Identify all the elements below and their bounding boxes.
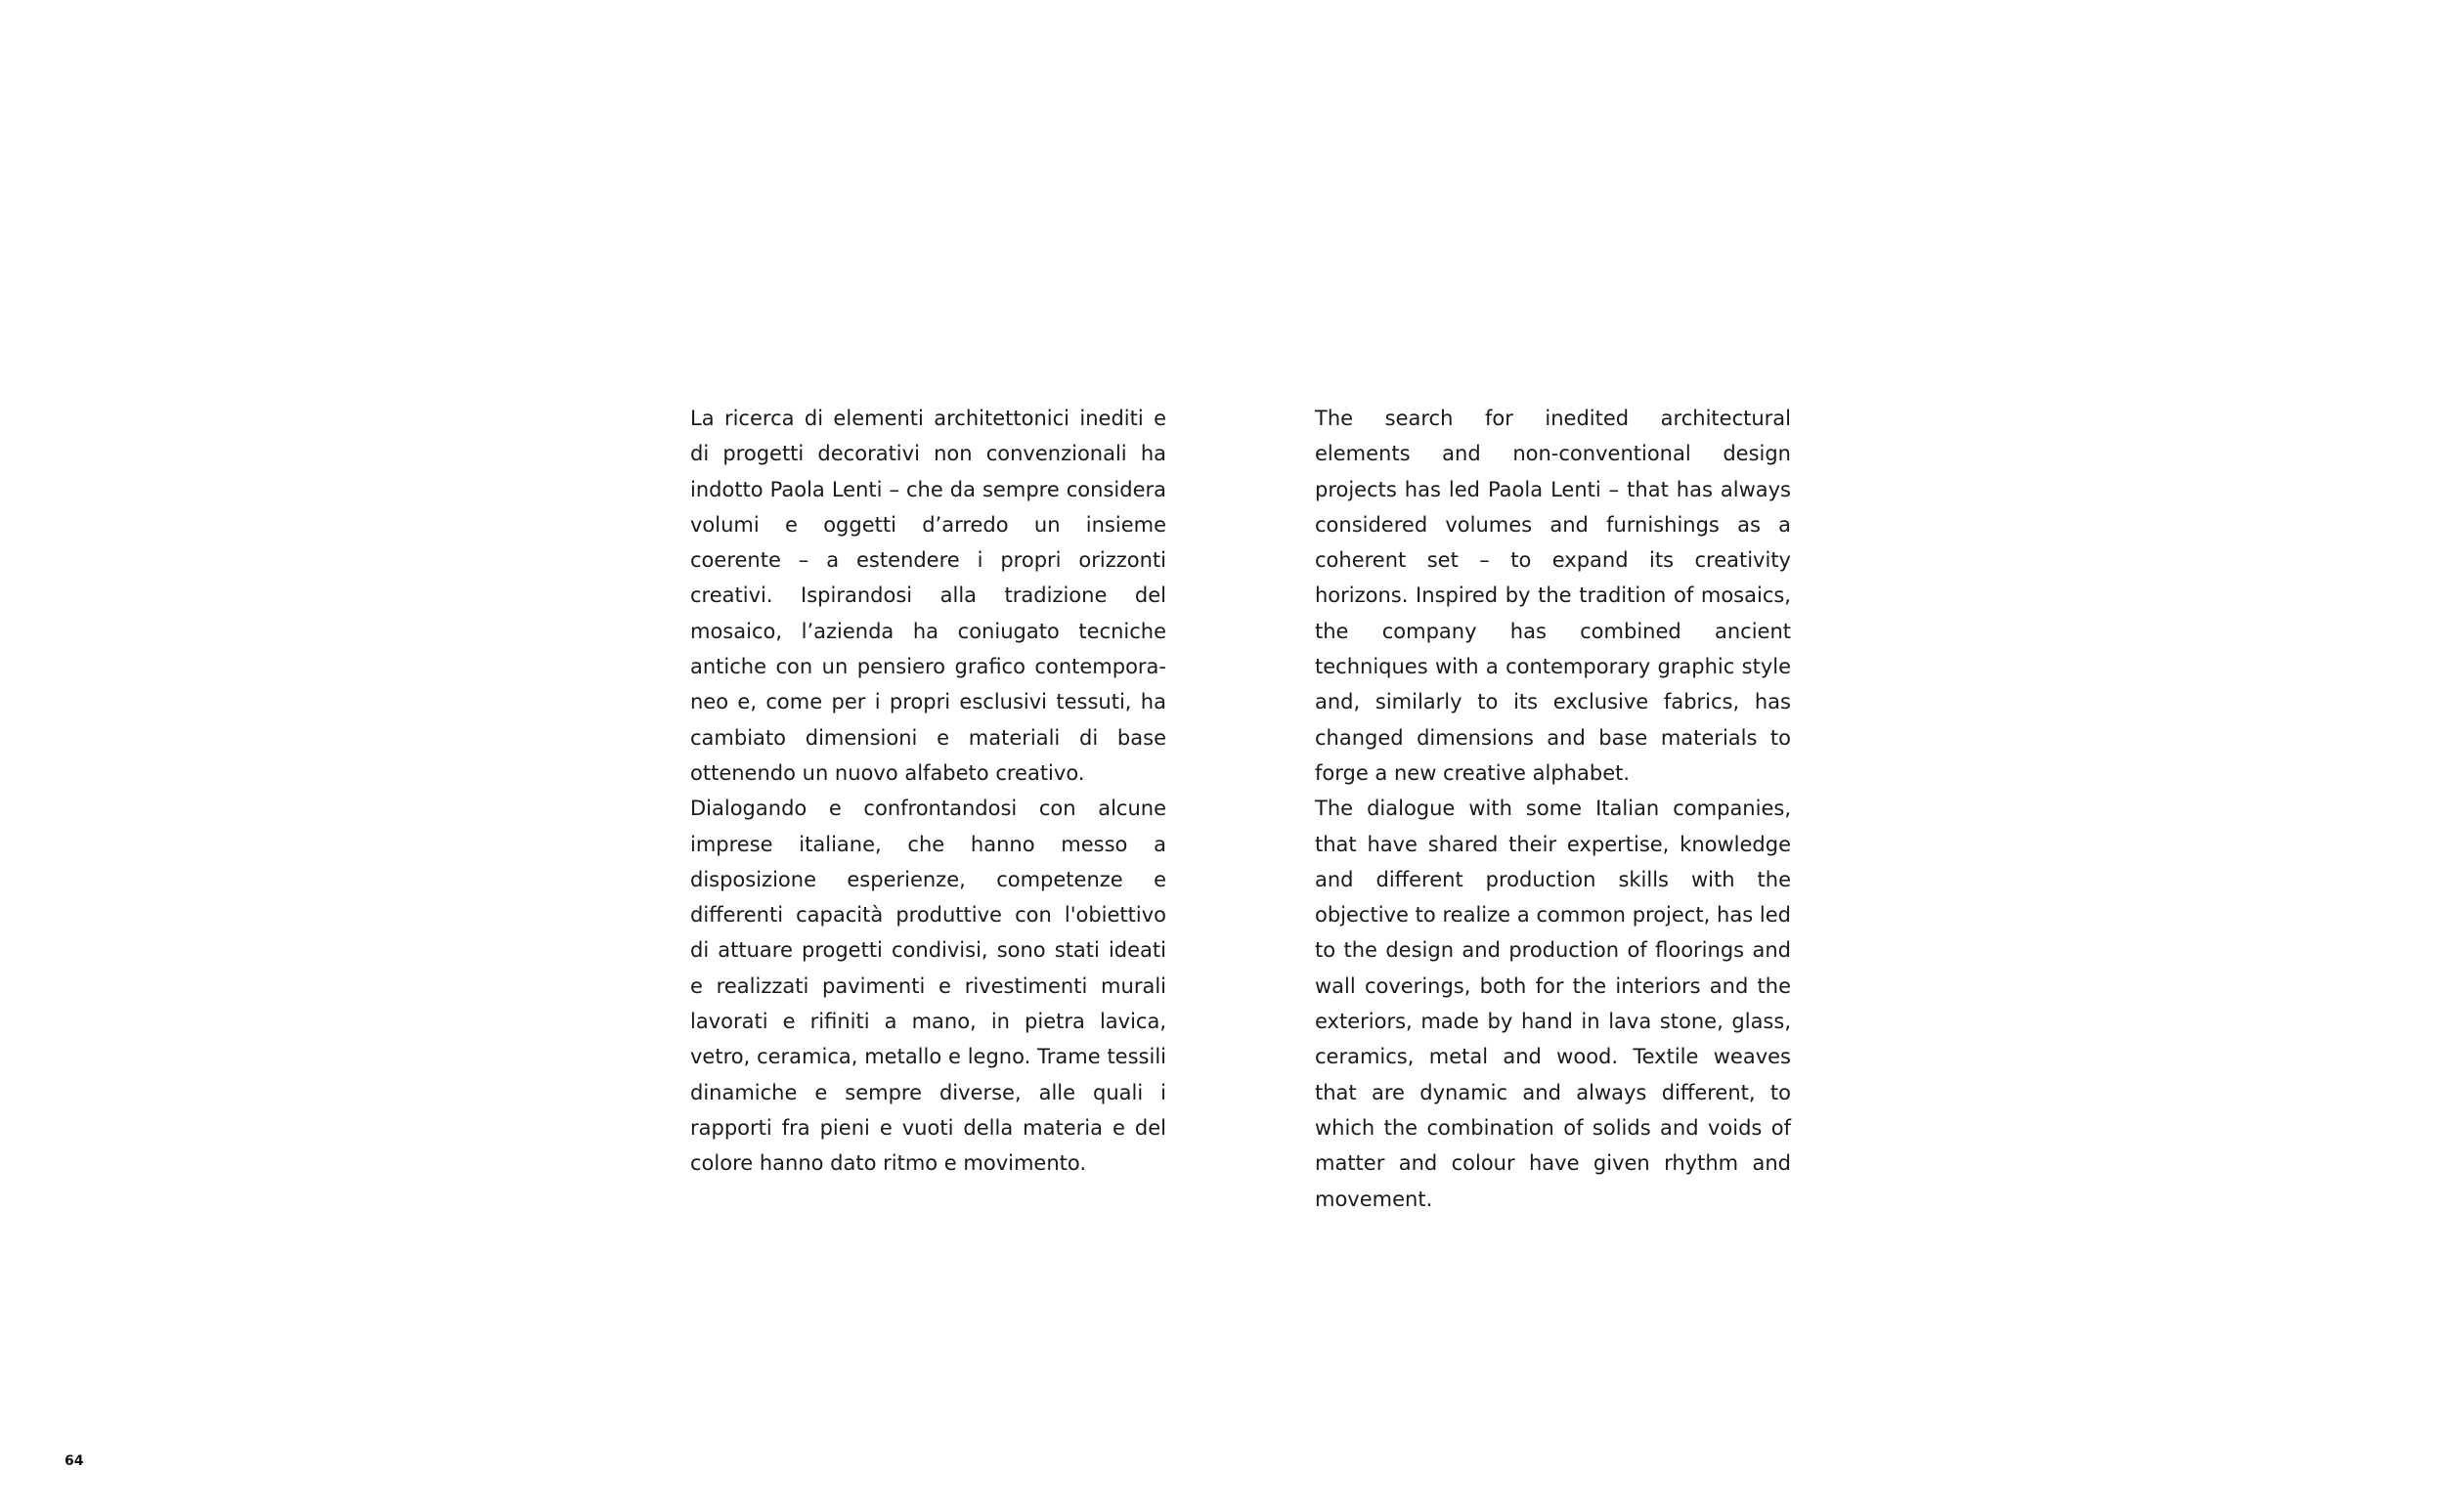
english-paragraph-2: The dialogue with some Italian companies, that have shared their expertise, knowledge and different production skills with the objective to realize a common project, has led to the design and production of floorings and wall coverings, both for the interiors and the exteriors, made by hand in lava stone, glass, ceramics, metal and wood. Textile weaves that are dynamic and always different, to which the combination of solids and voids of matter and colour have given rhythm and movement. [1315, 797, 1791, 1211]
english-paragraph-1: The search for inedited architectural elements and non-conventional design projects has led Paola Lenti – that has always considered volumes and furnishings as a coherent set – to expand its creativity horizons. Inspired by the tradition of mosaics, the company has combined ancient techniques with a contemporary graphic style and, similarly to its exclusive fabrics, has changed dimensions and base materials to forge a new creative alphabet. [1315, 407, 1791, 785]
italian-paragraph-1: La ricerca di elementi architettonici inediti e di progetti decorativi non convenzionali ha indotto Paola Lenti – che da sempre considera volumi e oggetti d’arredo un insieme coerente – a estendere i propri orizzonti creativi. Ispirandosi alla tradizione del mosaico, l’azienda ha coniugato tecniche antiche con un pensiero grafico contemporaneo e, come per i propri esclusivi tessuti, ha cambiato dimensioni e materiali di base ottenendo un nuovo alfabeto creativo. [690, 407, 1166, 785]
page-number: 64 [65, 1453, 84, 1469]
italian-text-column [690, 401, 1166, 1182]
english-text-column [1315, 401, 1791, 1217]
italian-paragraph-2: Dialogando e confrontandosi con alcune imprese italiane, che hanno messo a disposizione esperienze, competenze e differenti capacità produttive con l'obiettivo di attuare progetti condivisi, sono stati ideati e realizzati pavimenti e rivestimenti murali lavorati e rifiniti a mano, in pietra lavica, vetro, ceramica, metallo e legno. Trame tessili dinamiche e sempre diverse, alle quali i rapporti fra pieni e vuoti della materia e del colore hanno dato ritmo e movimento. [690, 797, 1166, 1176]
